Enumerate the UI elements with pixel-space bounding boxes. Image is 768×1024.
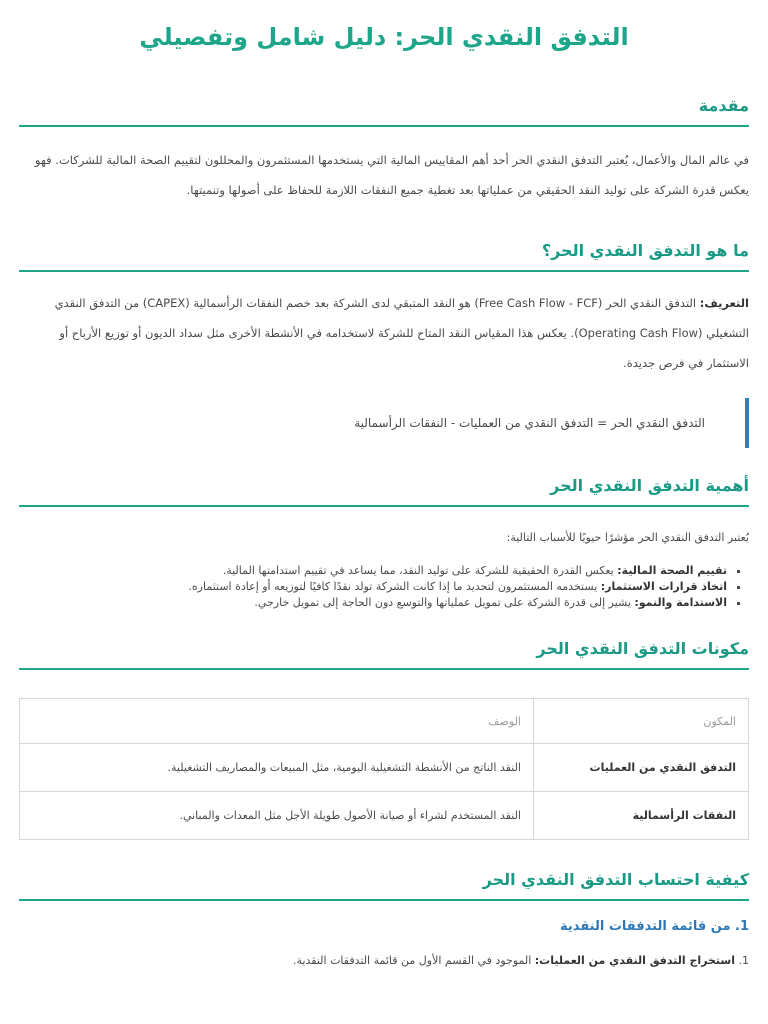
list-item-text: يعكس القدرة الحقيقية للشركة على توليد النقد، مما يساعد في تقييم استدامتها المالية. [222, 564, 614, 577]
table-row [20, 744, 749, 792]
definition-paragraph [19, 288, 749, 378]
table-row [20, 792, 749, 840]
importance-lead: يُعتبر التدفق النقدي الحر مؤشرًا حيويًا للأسباب التالية: [506, 531, 749, 544]
article [19, 0, 749, 967]
list-item [19, 563, 727, 579]
calculation-section [19, 870, 749, 967]
components-table [19, 698, 749, 840]
calculation-step [19, 954, 749, 967]
formula-text: التدفق النقدي الحر = التدفق النقدي من العمليات - النفقات الرأسمالية [354, 416, 705, 430]
table-header-cell: المكون [534, 699, 749, 744]
calculation-subheading: 1. من قائمة التدفقات النقدية [560, 919, 749, 934]
intro-section [19, 96, 749, 205]
importance-heading: أهمية التدفق النقدي الحر [19, 476, 749, 507]
page-title: التدفق النقدي الحر: دليل شامل وتفصيلي [139, 23, 629, 51]
list-item-text: يشير إلى قدرة الشركة على تمويل عملياتها والتوسع دون الحاجة إلى تمويل خارجي. [254, 596, 631, 609]
list-item-label: تقييم الصحة المالية: [617, 564, 727, 577]
components-heading: مكونات التدفق النقدي الحر [19, 639, 749, 670]
importance-list [19, 563, 749, 611]
definition-label: التعريف: [699, 296, 749, 310]
components-section [19, 639, 749, 840]
table-cell-desc: النقد المستخدم لشراء أو صيانة الأصول طويلة الأجل مثل المعدات والمباني. [20, 792, 534, 840]
definition-section [19, 241, 749, 448]
table-cell-name: التدفق النقدي من العمليات [534, 744, 749, 792]
list-item-label: اتخاذ قرارات الاستثمار: [600, 580, 727, 593]
step-number: 1. [738, 954, 749, 967]
definition-text: التدفق النقدي الحر (Free Cash Flow - FCF) هو النقد المتبقي لدى الشركة بعد خصم النفقات الرأسمالية (CAPEX) من التدفق النقدي التشغيلي (Operating Cash Flow). يعكس هذا المقياس النقد المتاح للشركة لاستخدامه في الأنشطة الأخرى مثل سداد الديون أو توزيع الأرباح أو الاستثمار في فرص جديدة. [54, 296, 749, 370]
step-text: الموجود في القسم الأول من قائمة التدفقات النقدية. [293, 954, 532, 967]
intro-paragraph: في عالم المال والأعمال، يُعتبر التدفق النقدي الحر أحد أهم المقاييس المالية التي يستخدمها المستثمرون والمحللون لتقييم الصحة المالية للشركات. فهو يعكس قدرة الشركة على توليد النقد الحقيقي من عملياتها بعد تغطية جميع النفقات اللازمة للحفاظ على أصولها وتنميتها. [34, 153, 749, 197]
intro-heading: مقدمة [19, 96, 749, 127]
list-item [19, 595, 727, 611]
formula-block [19, 398, 749, 448]
table-header-row [20, 699, 749, 744]
table-header-cell: الوصف [20, 699, 534, 744]
list-item-label: الاستدامة والنمو: [634, 596, 727, 609]
table-cell-desc: النقد الناتج من الأنشطة التشغيلية اليومية، مثل المبيعات والمصاريف التشغيلية. [20, 744, 534, 792]
list-item [19, 579, 727, 595]
step-label: استخراج التدفق النقدي من العمليات: [534, 954, 735, 967]
list-item-text: يستخدمه المستثمرون لتحديد ما إذا كانت الشركة تولد نقدًا كافيًا لتوزيعه أو إعادة استثماره. [188, 580, 598, 593]
calculation-heading: كيفية احتساب التدفق النقدي الحر [19, 870, 749, 901]
definition-heading: ما هو التدفق النقدي الحر؟ [19, 241, 749, 272]
importance-section [19, 476, 749, 611]
table-cell-name: النفقات الرأسمالية [534, 792, 749, 840]
